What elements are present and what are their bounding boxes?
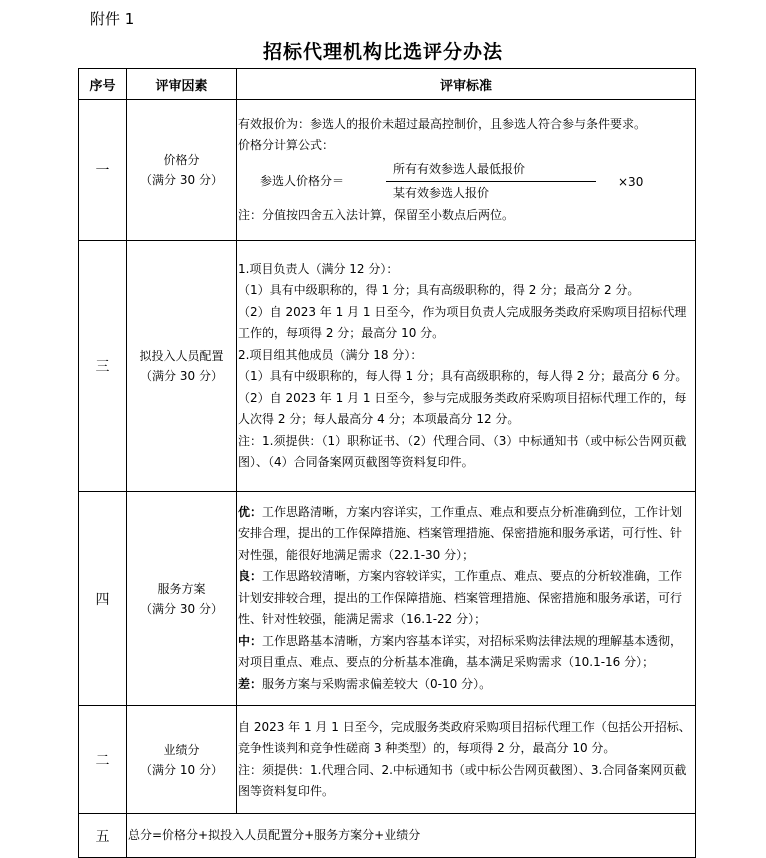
factor-name: 业绩分 [163,742,200,757]
standard-line: （1）具有中级职称的，每人得 1 分；具有高级职称的，每人得 2 分；最高分 6 分。 [238,369,688,383]
row-factor [127,241,237,492]
factor-name: 拟投入人员配置 [139,349,224,363]
row-number: 一 [79,100,127,241]
standard-line: 自 2023 年 1 月 1 日至今，完成服务类政府采购项目招标代理工作（包括公开招标、竞争性谈判和竞争性磋商 3 种类型）的，每项得 2 分，最高分 10 分。 [238,719,691,755]
grade-good [238,566,691,631]
grade-medium [238,631,691,674]
row-factor [127,492,237,706]
row-standard [237,706,696,814]
standard-line: 有效报价为：参选人的报价未超过最高控制价，且参选人符合参与条件要求。 [238,116,647,131]
factor-name: 服务方案 [157,581,206,596]
factor-name: 价格分 [163,153,200,167]
formula-lhs: 参选人价格分＝ [260,173,345,188]
formula-multiplier: ×30 [618,174,644,189]
price-formula [238,157,691,205]
table-row-performance [79,706,696,814]
factor-max-score: （满分 10 分） [140,762,223,777]
factor-max-score: （满分 30 分） [140,173,223,187]
header-factor: 评审因素 [127,69,237,100]
grade-poor [238,674,691,696]
grade-text: 服务方案与采购需求偏差较大（0-10 分）。 [262,676,492,691]
standard-line: 2.项目组其他成员（满分 18 分）： [238,347,423,362]
header-standard: 评审标准 [237,69,696,100]
grade-text: 工作思路基本清晰，方案内容基本详实，对招标采购法律法规的理解基本透彻，对项目重点、难点、要点的分析基本准确，基本满足采购需求（10.1-16 分）； [238,633,683,670]
grade-label: 差： [238,676,263,691]
formula-denominator: 某有效参选人报价 [393,185,490,200]
table-row-price [79,100,696,241]
standard-line: （2）自 2023 年 1 月 1 日至今，参与完成服务类政府采购项目招标代理工作的，每人次得 2 分；每人最高分 4 分；本项最高分 12 分。 [238,390,687,426]
standard-note: 注：1.须提供：（1）职称证书、（2）代理合同、（3）中标通知书（或中标公告网页截图）、（4）合同备案网页截图等资料复印件。 [238,433,687,469]
standard-line: （2）自 2023 年 1 月 1 日至今，作为项目负责人完成服务类政府采购项目招标代理工作的，每项得 2 分；最高分 10 分。 [238,304,687,340]
row-number: 二 [79,706,127,814]
row-number: 三 [79,241,127,492]
grade-label: 优： [238,504,263,519]
row-standard [237,100,696,241]
grade-excellent [238,502,691,567]
standard-line: （1）具有中级职称的，得 1 分；具有高级职称的，得 2 分；最高分 2 分。 [238,283,640,297]
attachment-label: 附件 1 [90,10,135,28]
header-no: 序号 [79,69,127,100]
row-factor [127,100,237,241]
standard-note: 注：分值按四舍五入法计算，保留至小数点后两位。 [238,207,515,222]
grade-text: 工作思路清晰，方案内容详实，工作重点、难点和要点分析准确到位，工作计划安排合理，提出的工作保障措施、档案管理措施、保密措施和服务承诺，可行性、针对性强，能很好地满足需求（22.1-30 分）； [238,504,683,562]
table-row-staffing [79,241,696,492]
row-factor [127,706,237,814]
row-number: 四 [79,492,127,706]
document-title: 招标代理机构比选评分办法 [262,41,503,63]
standard-note: 注：须提供：1.代理合同、2.中标通知书（或中标公告网页截图）、3.合同备案网页截图等资料复印件。 [238,762,687,798]
total-formula: 总分=价格分+拟投入人员配置分+服务方案分+业绩分 [127,814,696,858]
table-header-row [79,69,696,100]
grade-label: 良： [238,569,263,584]
standard-line: 1.项目负责人（满分 12 分）： [238,261,399,276]
grade-text: 工作思路较清晰，方案内容较详实，工作重点、难点、要点的分析较准确，工作计划安排较合理，提出的工作保障措施、档案管理措施、保密措施和服务承诺，可行性、针对性较强，能满足需求（16.1-22 分）； [238,569,683,627]
grade-label: 中： [238,633,263,648]
standard-line: 价格分计算公式： [238,138,335,153]
table-row-service-plan [79,492,696,706]
scoring-table [78,68,696,858]
row-standard [237,241,696,492]
fraction-bar [386,181,596,182]
row-number: 五 [79,814,127,858]
row-standard [237,492,696,706]
factor-max-score: （满分 30 分） [140,369,223,383]
table-row-total [79,814,696,858]
factor-max-score: （满分 30 分） [140,601,223,616]
formula-numerator: 所有有效参选人最低报价 [393,161,526,176]
